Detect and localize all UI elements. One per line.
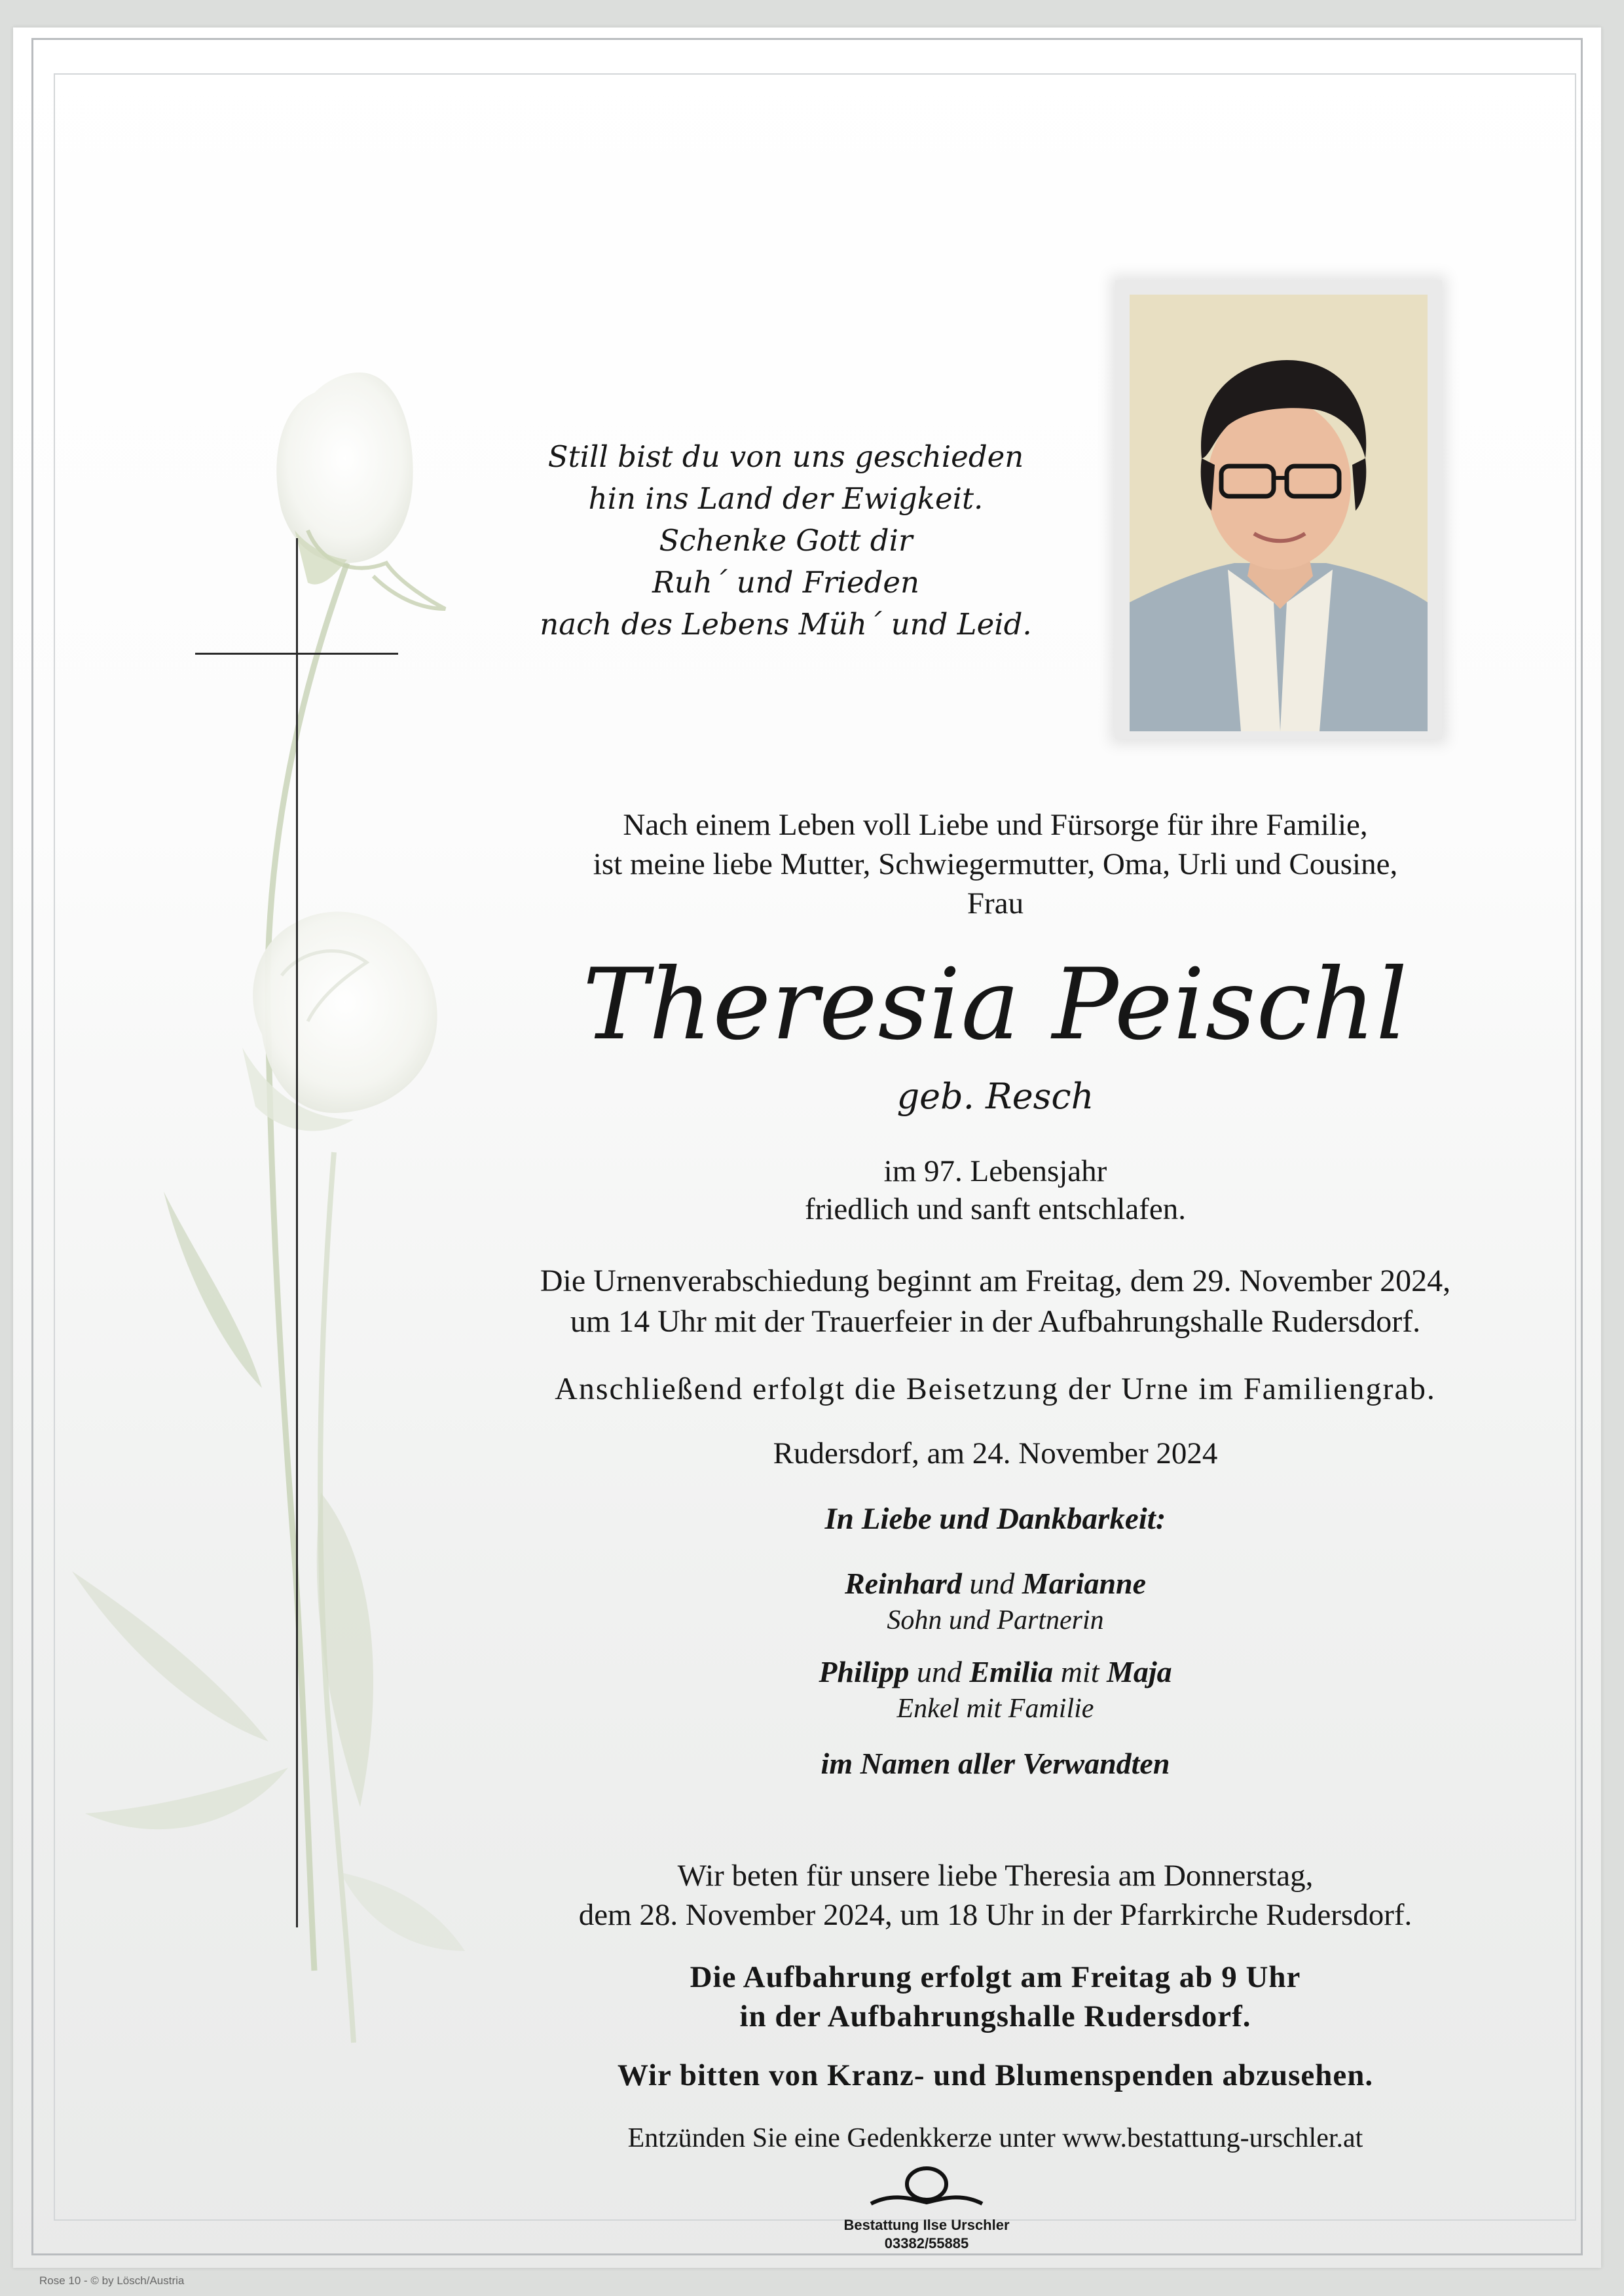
intro-line: ist meine liebe Mutter, Schwiegermutter, Oma, Urli und Cousine, [593, 847, 1398, 881]
lying-in-state-info [373, 1958, 1617, 2036]
image-credit: Rose 10 - © by Lösch/Austria [39, 2274, 185, 2287]
family-entry [373, 1565, 1617, 1638]
funeral-home-name: Bestattung Ilse Urschler [843, 2217, 1010, 2233]
portrait-frame [1115, 280, 1442, 739]
poem-line: Schenke Gott dir [659, 523, 913, 558]
prayer-line: dem 28. November 2024, um 18 Uhr in der Pfarrkirche Rudersdorf. [578, 1898, 1412, 1932]
family-entry [373, 1653, 1617, 1726]
family-third-name: Maja [1106, 1655, 1172, 1688]
intro-line: Frau [967, 886, 1024, 920]
deceased-name: Theresia Peischl [582, 948, 1409, 1062]
prayer-line: Wir beten für unsere liebe Theresia am Donnerstag, [677, 1859, 1314, 1893]
poem-line: hin ins Land der Ewigkeit. [588, 481, 984, 516]
family-second-name: Marianne [1022, 1567, 1147, 1600]
portrait-photo [1130, 295, 1428, 731]
age-statement [373, 1152, 1617, 1228]
funeral-home-logo-icon [868, 2166, 986, 2212]
lying-line: in der Aufbahrungshalle Rudersdorf. [739, 1999, 1251, 2033]
funeral-home-phone: 03382/55885 [884, 2235, 969, 2251]
age-line: im 97. Lebensjahr [883, 1154, 1107, 1188]
memorial-candle-note: Entzünden Sie eine Gedenkkerze unter www.bestattung-urschler.at [627, 2123, 1363, 2153]
intro-text [373, 805, 1617, 923]
family-joiner: und [909, 1655, 970, 1688]
funeral-home-info [720, 2216, 1133, 2253]
family-first-name: Reinhard [844, 1567, 962, 1600]
poem [458, 436, 1113, 646]
intro-line: Nach einem Leben voll Liebe und Fürsorge für ihre Familie, [623, 808, 1368, 842]
all-relatives: im Namen aller Verwandten [821, 1747, 1170, 1780]
family-names [373, 1653, 1617, 1691]
burial-info: Anschließend erfolgt die Beisetzung der Urne im Familiengrab. [555, 1372, 1436, 1406]
place-date: Rudersdorf, am 24. November 2024 [773, 1436, 1218, 1470]
age-line: friedlich und sanft entschlafen. [804, 1192, 1187, 1226]
family-relation: Sohn und Partnerin [887, 1605, 1104, 1635]
poem-line: Still bist du von uns geschieden [547, 439, 1024, 474]
poem-line: Ruh´ und Frieden [652, 565, 919, 600]
prayer-info [373, 1856, 1617, 1935]
family-names [373, 1565, 1617, 1603]
ceremony-line: um 14 Uhr mit der Trauerfeier in der Aufbahrungshalle Rudersdorf. [570, 1304, 1421, 1339]
family-joiner: und [961, 1567, 1022, 1600]
family-second-name: Emilia [969, 1655, 1054, 1688]
cross-horizontal-bar [195, 653, 398, 655]
thanks-heading: In Liebe und Dankbarkeit: [824, 1502, 1166, 1536]
lying-line: Die Aufbahrung erfolgt am Freitag ab 9 Uhr [690, 1960, 1301, 1994]
poem-line: nach des Lebens Müh´ und Leid. [540, 607, 1032, 642]
maiden-name: geb. Resch [896, 1076, 1094, 1117]
family-relation: Enkel mit Familie [896, 1694, 1094, 1724]
family-joiner: mit [1053, 1655, 1107, 1688]
ceremony-line: Die Urnenverabschiedung beginnt am Freitag, dem 29. November 2024, [540, 1264, 1451, 1298]
flowers-note: Wir bitten von Kranz- und Blumenspenden abzusehen. [617, 2058, 1374, 2092]
cross-vertical-bar [296, 538, 298, 1927]
family-first-name: Philipp [819, 1655, 910, 1688]
ceremony-info [373, 1261, 1617, 1342]
